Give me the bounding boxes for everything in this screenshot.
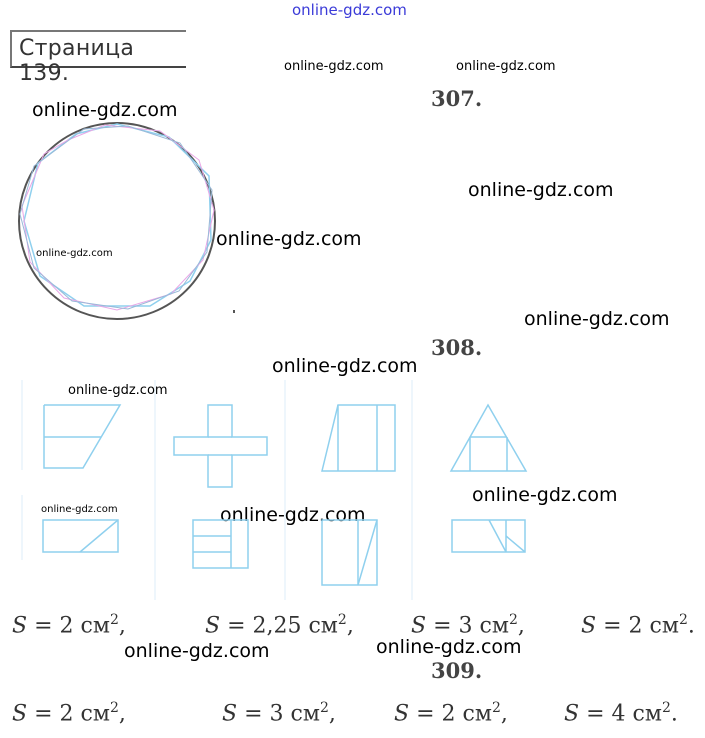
figure-308-3 <box>322 405 395 471</box>
problem-309-number: 309. <box>431 658 483 683</box>
watermark: online-gdz.com <box>468 179 614 201</box>
watermark: online-gdz.com <box>68 383 168 398</box>
watermark: online-gdz.com <box>472 484 618 506</box>
problem-307-number: 307. <box>431 86 483 111</box>
figure-308-7 <box>322 520 377 585</box>
area-308-3: S = 3 $см^2$, <box>411 612 525 639</box>
area-309-4: S = 4 $см^2$. <box>564 700 678 727</box>
watermark: online-gdz.com <box>456 59 556 74</box>
watermark: online-gdz.com <box>524 308 670 330</box>
watermark: online-gdz.com <box>124 640 270 662</box>
watermark: online-gdz.com <box>220 504 366 526</box>
area-308-4: S = 2 $см^2$. <box>581 612 695 639</box>
watermark: online-gdz.com <box>376 636 522 658</box>
figure-308-2 <box>174 405 267 487</box>
figure-308-5 <box>43 520 118 552</box>
figure-308-1 <box>44 405 120 468</box>
watermark: online-gdz.com <box>216 228 362 250</box>
watermark-top: online-gdz.com <box>292 1 407 19</box>
inscribed-polygon-blue <box>24 124 211 306</box>
area-308-2: S = 2,25 $см^2$, <box>205 612 354 639</box>
figure-308-4 <box>451 405 526 471</box>
watermark: online-gdz.com <box>32 99 178 121</box>
area-308-1: S = 2 $см^2$, <box>12 612 126 639</box>
figure-308-8 <box>452 520 525 552</box>
area-309-2: S = 3 $см^2$, <box>222 700 336 727</box>
problem-308-number: 308. <box>431 335 483 360</box>
area-309-3: S = 2 $см^2$, <box>394 700 508 727</box>
page-label: Страница 139. <box>19 36 135 86</box>
watermark: online-gdz.com <box>272 355 418 377</box>
dot-mark <box>233 310 235 313</box>
area-309-1: S = 2 $см^2$, <box>12 700 126 727</box>
watermark: online-gdz.com <box>284 59 384 74</box>
grid-guides <box>22 380 412 600</box>
circle-figure <box>19 123 215 319</box>
figure-308-6 <box>193 520 248 568</box>
watermark: online-gdz.com <box>36 248 113 259</box>
watermark: online-gdz.com <box>41 504 118 515</box>
